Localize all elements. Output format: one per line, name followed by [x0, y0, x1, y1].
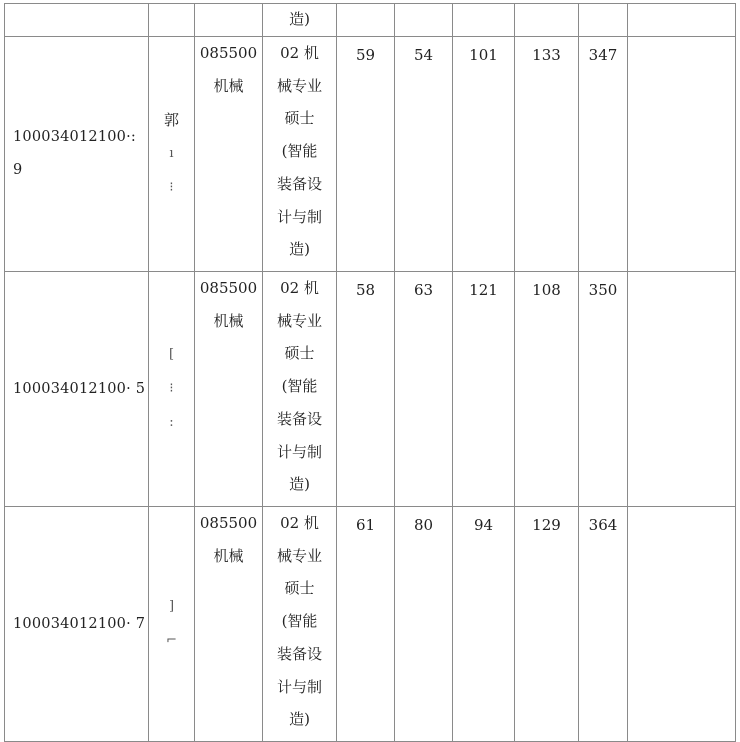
table-row — [5, 37, 736, 272]
major-code-number: 085500 — [199, 44, 258, 62]
exam-id: 100034012100· 5 — [5, 272, 149, 507]
major-name-line: (智能 — [281, 612, 318, 631]
exam-id: 100034012100·: 9 — [5, 37, 149, 272]
name-char: [ — [168, 347, 175, 362]
cell-empty — [579, 4, 628, 37]
major-name — [263, 272, 337, 507]
exam-id: 100034012100· 7 — [5, 507, 149, 742]
score-total: 350 — [579, 272, 628, 507]
score-table — [4, 3, 736, 742]
major-name — [263, 37, 337, 272]
major-code-label: 机械 — [213, 311, 244, 330]
score-subject-1: 101 — [453, 37, 515, 272]
cell-empty — [628, 4, 736, 37]
name-char: ⌐ — [166, 633, 177, 648]
score-subject-2: 133 — [515, 37, 579, 272]
major-code — [195, 507, 263, 742]
candidate-name — [149, 272, 195, 507]
major-code-label: 机械 — [213, 76, 244, 95]
candidate-name — [149, 37, 195, 272]
candidate-name — [149, 507, 195, 742]
note — [628, 272, 736, 507]
major-name-line: 02 机 — [280, 279, 319, 297]
name-char: ⁝ — [169, 381, 174, 396]
major-code-label: 机械 — [213, 546, 244, 565]
name-char: ı — [169, 146, 174, 161]
major-code-number: 085500 — [199, 514, 258, 532]
major-name-line: 02 机 — [280, 514, 319, 532]
name-char: ] — [168, 599, 175, 614]
cell-empty — [195, 4, 263, 37]
note — [628, 507, 736, 742]
cell-empty — [395, 4, 453, 37]
major-name-line: (智能 — [281, 377, 318, 396]
table-row-partial — [5, 4, 736, 37]
name-char: 郭 — [163, 111, 179, 129]
major-name-line: 造) — [289, 710, 310, 729]
score-foreign-language: 54 — [395, 37, 453, 272]
major-name-line: 装备设 — [276, 644, 322, 663]
major-name-line: 计与制 — [276, 442, 322, 461]
table-row — [5, 507, 736, 742]
score-subject-2: 108 — [515, 272, 579, 507]
major-name-line: 装备设 — [276, 174, 322, 193]
major-name-line: 02 机 — [280, 44, 319, 62]
major-name-line: 硕士 — [284, 579, 315, 598]
major-code-number: 085500 — [199, 279, 258, 297]
score-subject-1: 121 — [453, 272, 515, 507]
major-name-line: 造) — [289, 240, 310, 259]
major-name-line: 造) — [289, 475, 310, 494]
major-name-line: 硕士 — [284, 109, 315, 128]
score-politics: 58 — [337, 272, 395, 507]
score-total: 347 — [579, 37, 628, 272]
major-name-line: 计与制 — [276, 677, 322, 696]
table-row — [5, 272, 736, 507]
note — [628, 37, 736, 272]
score-foreign-language: 80 — [395, 507, 453, 742]
score-subject-1: 94 — [453, 507, 515, 742]
major-name — [263, 507, 337, 742]
name-char: ⁝ — [169, 180, 174, 195]
cell-empty — [337, 4, 395, 37]
major-code — [195, 37, 263, 272]
score-politics: 59 — [337, 37, 395, 272]
name-char: : — [169, 415, 174, 430]
major-name-line: 装备设 — [276, 409, 322, 428]
cell-empty — [453, 4, 515, 37]
major-name-line: 计与制 — [276, 207, 322, 226]
major-name-line: 械专业 — [276, 76, 322, 95]
score-total: 364 — [579, 507, 628, 742]
score-foreign-language: 63 — [395, 272, 453, 507]
major-name-line: 械专业 — [276, 311, 322, 330]
major-name-tail: 造) — [263, 4, 337, 37]
cell-empty — [515, 4, 579, 37]
cell-empty — [5, 4, 149, 37]
major-name-line: 械专业 — [276, 546, 322, 565]
major-name-line: (智能 — [281, 142, 318, 161]
cell-empty — [149, 4, 195, 37]
score-politics: 61 — [337, 507, 395, 742]
score-subject-2: 129 — [515, 507, 579, 742]
major-name-line: 硕士 — [284, 344, 315, 363]
major-code — [195, 272, 263, 507]
